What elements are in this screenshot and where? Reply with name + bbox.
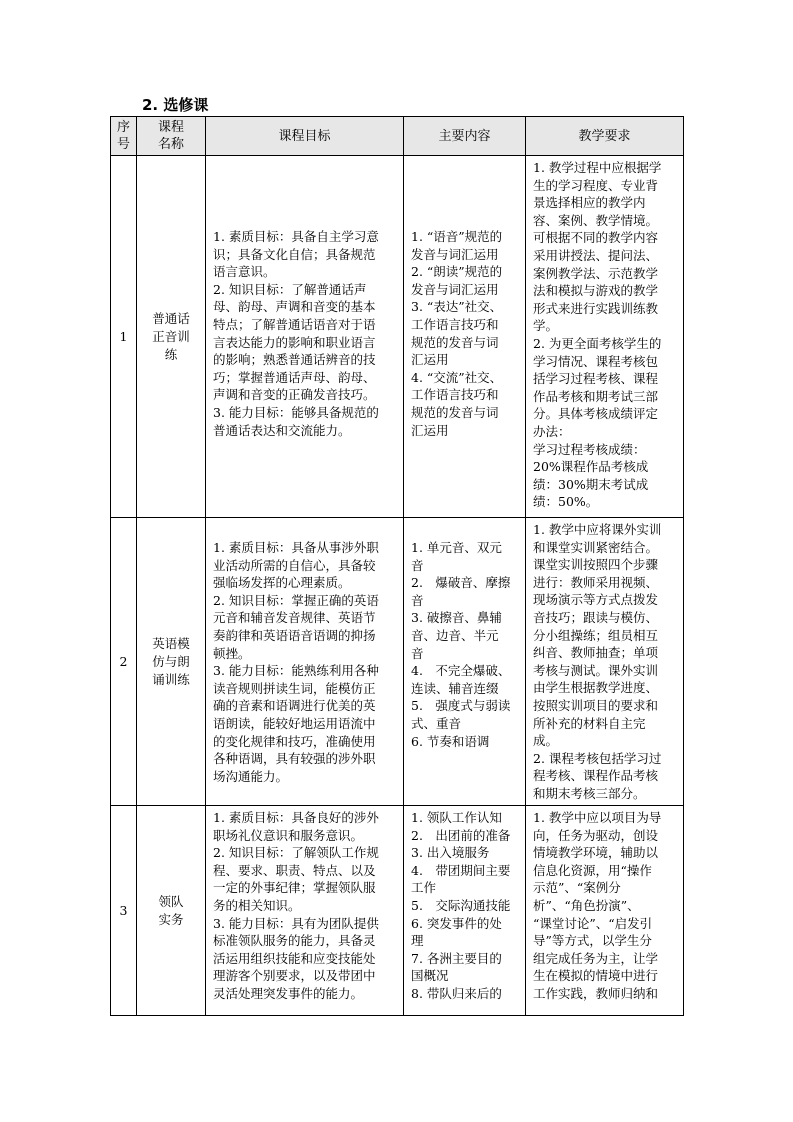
main-content-line: 工作语言技巧和 <box>411 316 499 332</box>
header-course-goals: 课程目标 <box>206 117 404 156</box>
main-content-line: 发音与词汇运用 <box>411 281 499 297</box>
main-content-line: 2. 爆破音、摩擦 <box>411 575 511 591</box>
main-content-line: 规范的发音与词 <box>411 334 499 350</box>
teaching-requirements-line: 现场演示等方式点拨发 <box>533 592 659 608</box>
teaching-requirements-line: 1. 教学中应将课外实训 <box>533 522 662 537</box>
course-goals-line: 的变化规律和技巧，准确使用 <box>213 733 376 749</box>
teaching-requirements-line: 2. 课程考核包括学习过 <box>533 750 662 766</box>
course-name-line: 领队 <box>158 893 184 909</box>
main-content-line: 3. “表达”社交、 <box>411 299 503 315</box>
teaching-requirements-line: 和课堂实训紧密结合。 <box>533 539 659 555</box>
course-goals-line: 特点；了解普通话语音对于语 <box>213 316 376 332</box>
teaching-requirements-line: 容、案例、教学情境。 <box>533 212 659 228</box>
course-name-line: 英语模 <box>152 635 190 651</box>
teaching-requirements-line: 信息化资源，用“操作 <box>533 862 652 878</box>
teaching-requirements-line: 2. 为更全面考核学生的 <box>533 335 662 351</box>
course-goals-line: 程、要求、职责、特点、以及 <box>213 862 376 878</box>
teaching-requirements-line: 析”、“角色扮演”、 <box>533 897 640 913</box>
course-goals-line: 各种语调，具有较强的涉外职 <box>213 751 376 767</box>
main-content-line: 音 <box>411 557 424 573</box>
teaching-requirements-line: 作品考核和期考试三部 <box>533 388 659 404</box>
table-row <box>111 806 684 1016</box>
teaching-requirements-cell <box>526 156 684 518</box>
teaching-requirements-line: 景选择相应的教学内 <box>533 195 646 211</box>
teaching-requirements-line: 按照实训项目的要求和 <box>533 697 659 713</box>
course-goals-line: 1. 素质目标：具备良好的涉外 <box>213 810 379 825</box>
course-name <box>137 518 206 806</box>
main-content-line: 音 <box>411 645 424 661</box>
course-name-line: 练 <box>164 346 178 362</box>
course-goals-line: 一定的外事纪律；掌握领队服 <box>213 880 376 896</box>
main-content-line: 1. “语音”规范的 <box>411 229 503 244</box>
course-goals-line: 语言意识。 <box>213 264 276 280</box>
course-goals-line: 言表达能力的影响和职业语言 <box>213 334 376 350</box>
course-goals-line: 母、韵母、声调和音变的基本 <box>213 299 376 315</box>
course-name-line: 正音训 <box>152 328 190 344</box>
course-goals-line: 1. 素质目标：具备自主学习意 <box>213 229 379 244</box>
course-name <box>137 156 206 518</box>
header-course-name: 课程 名称 <box>137 117 206 156</box>
course-goals-line: 确的音素和语调进行优美的英 <box>213 698 376 714</box>
teaching-requirements-line: 由学生根据教学进度、 <box>533 680 659 696</box>
teaching-requirements-line: 程考核、课程作品考核 <box>533 768 659 784</box>
main-content-line: 1. 领队工作认知 <box>411 810 502 825</box>
main-content-line: 2. 出团前的准备 <box>411 827 511 843</box>
teaching-requirements-line: 向，任务为驱动，创设 <box>533 827 659 843</box>
teaching-requirements-line: 分。具体考核成绩评定 <box>533 406 659 422</box>
course-name-line: 诵训练 <box>152 671 190 687</box>
main-content-line: 4. 带团期间主要 <box>411 862 511 878</box>
teaching-requirements-line: 工作实践，教师归纳和 <box>533 985 659 1001</box>
main-content-line: 5. 交际沟通技能 <box>411 897 511 913</box>
course-goals-line: 的影响；熟悉普通话辨音的技 <box>213 352 376 368</box>
teaching-requirements-line: 分小组操练；组员相互 <box>533 627 659 643</box>
main-content-line: 2. “朗读”规范的 <box>411 264 503 280</box>
main-content-line: 工作语言技巧和 <box>411 387 499 403</box>
teaching-requirements-line: 进行：教师采用视频、 <box>533 574 659 590</box>
teaching-requirements-line: 20%课程作品考核成 <box>533 459 649 475</box>
course-goals-line: 1. 素质目标：具备从事涉外职 <box>213 540 379 555</box>
main-content-line: 音 <box>411 592 424 608</box>
course-goals-line: 业活动所需的自信心，具备较 <box>213 557 376 573</box>
section-heading: 2. 选修课 <box>142 96 209 114</box>
table-row <box>111 518 684 806</box>
teaching-requirements-line: 办法： <box>533 423 571 439</box>
course-goals-line: 读音规则拼读生词，能模仿正 <box>213 680 376 696</box>
teaching-requirements-line: 生在模拟的情境中进行 <box>533 968 659 984</box>
course-name-line: 普通话 <box>152 310 190 326</box>
main-content-line: 8. 带队归来后的 <box>411 985 502 1001</box>
teaching-requirements-line: 考核与测试。课外实训 <box>533 662 659 678</box>
main-content-cell <box>404 518 526 806</box>
teaching-requirements-line: “课堂讨论”、“启发引 <box>533 915 653 931</box>
teaching-requirements-line: 形式来进行实践训练教 <box>533 300 659 316</box>
course-goals-line: 3. 能力目标：具有为团队提供 <box>213 915 379 931</box>
teaching-requirements-line: 1. 教学过程中应根据学 <box>533 160 662 175</box>
teaching-requirements-line: 和期末考核三部分。 <box>533 785 646 801</box>
course-goals-line: 2. 知识目标：了解领队工作规 <box>213 845 379 861</box>
main-content-line: 音、边音、半元 <box>411 627 499 643</box>
course-goals-line: 2. 知识目标：掌握正确的英语 <box>213 592 379 608</box>
teaching-requirements-line: 组完成任务为主，让学 <box>533 950 659 966</box>
teaching-requirements-line: 案例教学法、示范教学 <box>533 265 659 281</box>
row-index: 1 <box>111 156 137 518</box>
main-content-line: 式、重音 <box>411 715 462 731</box>
course-goals-line: 识；具备文化自信；具备规范 <box>213 246 376 262</box>
course-goals-line: 3. 能力目标：能熟练利用各种 <box>213 663 379 679</box>
course-goals-line: 普通话表达和交流能力。 <box>213 422 351 438</box>
teaching-requirements-line: 课堂实训按照四个步骤 <box>533 557 659 573</box>
course-goals-cell <box>206 806 404 1016</box>
course-name <box>137 806 206 1016</box>
main-content-line: 理 <box>411 933 424 949</box>
teaching-requirements-line: 所补充的材料自主完 <box>533 715 646 731</box>
main-content-line: 连读、辅音连缀 <box>411 680 499 696</box>
row-index: 3 <box>111 806 137 1016</box>
main-content-line: 4. “交流”社交、 <box>411 369 503 385</box>
course-goals-line: 职场礼仪意识和服务意识。 <box>213 827 364 843</box>
main-content-line: 发音与词汇运用 <box>411 246 499 262</box>
main-content-line: 1. 单元音、双元 <box>411 540 502 555</box>
course-goals-line: 巧；掌握普通话声母、韵母、 <box>213 369 376 385</box>
table-row <box>111 156 684 518</box>
course-goals-line: 顿挫。 <box>213 645 251 661</box>
teaching-requirements-line: 情境教学环境，辅助以 <box>533 845 659 861</box>
header-main-content: 主要内容 <box>404 117 526 156</box>
table-header-row <box>111 117 684 156</box>
main-content-line: 4. 不完全爆破、 <box>411 663 511 679</box>
elective-course-table <box>110 116 684 1016</box>
course-goals-line: 声调和音变的正确发音技巧。 <box>213 387 376 403</box>
teaching-requirements-line: 采用讲授法、提问法、 <box>533 247 659 263</box>
main-content-line: 汇运用 <box>411 422 449 438</box>
course-goals-line: 务的相关知识。 <box>213 897 301 913</box>
course-goals-line: 强临场发挥的心理素质。 <box>213 575 351 591</box>
course-name-line: 实务 <box>158 911 184 927</box>
main-content-line: 3. 出入境服务 <box>411 845 490 861</box>
teaching-requirements-cell <box>526 518 684 806</box>
course-goals-line: 理游客个别要求，以及带团中 <box>213 968 376 984</box>
course-goals-line: 奏韵律和英语语音语调的抑扬 <box>213 627 376 643</box>
course-goals-line: 2. 知识目标：了解普通话声 <box>213 281 367 297</box>
course-goals-line: 灵活处理突发事件的能力。 <box>213 985 364 1001</box>
course-goals-line: 活运用组织技能和应变技能处 <box>213 950 376 966</box>
main-content-line: 国概况 <box>411 968 449 984</box>
main-content-cell <box>404 156 526 518</box>
teaching-requirements-line: 1. 教学中应以项目为导 <box>533 810 662 825</box>
main-content-line: 规范的发音与词 <box>411 404 499 420</box>
teaching-requirements-line: 纠音、教师抽查；单项 <box>533 645 659 661</box>
teaching-requirements-line: 导”等方式，以学生分 <box>533 933 652 949</box>
main-content-cell <box>404 806 526 1016</box>
main-content-line: 3. 破擦音、鼻辅 <box>411 610 502 626</box>
course-goals-line: 标准领队服务的能力，具备灵 <box>213 933 376 949</box>
teaching-requirements-line: 绩：30%期末考试成 <box>533 476 649 492</box>
teaching-requirements-line: 可根据不同的教学内容 <box>533 230 659 246</box>
course-goals-cell <box>206 156 404 518</box>
teaching-requirements-line: 法和模拟与游戏的教学 <box>533 283 659 299</box>
teaching-requirements-line: 成。 <box>533 733 559 749</box>
teaching-requirements-line: 音技巧；跟读与模仿、 <box>533 609 659 625</box>
main-content-line: 工作 <box>411 880 437 896</box>
header-index: 序 号 <box>111 117 137 156</box>
course-goals-line: 语朗读，能较好地运用语流中 <box>213 715 376 731</box>
main-content-line: 6. 节奏和语调 <box>411 733 490 749</box>
course-name-line: 仿与朗 <box>152 653 190 669</box>
teaching-requirements-cell <box>526 806 684 1016</box>
header-teaching-requirements: 教学要求 <box>526 117 684 156</box>
teaching-requirements-line: 括学习过程考核、课程 <box>533 371 659 387</box>
teaching-requirements-line: 绩：50%。 <box>533 494 599 510</box>
teaching-requirements-line: 生的学习程度、专业背 <box>533 177 659 193</box>
course-goals-line: 场沟通能力。 <box>213 768 289 784</box>
teaching-requirements-line: 学习情况、课程考核包 <box>533 353 659 369</box>
main-content-line: 5. 强度式与弱读 <box>411 698 511 714</box>
course-goals-line: 3. 能力目标：能够具备规范的 <box>213 404 379 420</box>
teaching-requirements-line: 学习过程考核成绩： <box>533 441 646 457</box>
teaching-requirements-line: 学。 <box>533 318 559 334</box>
teaching-requirements-line: 示范”、“案例分 <box>533 880 621 896</box>
course-goals-cell <box>206 518 404 806</box>
row-index: 2 <box>111 518 137 806</box>
course-goals-line: 元音和辅音发音规律、英语节 <box>213 610 376 626</box>
main-content-line: 6. 突发事件的处 <box>411 915 502 931</box>
main-content-line: 汇运用 <box>411 352 449 368</box>
main-content-line: 7. 各洲主要目的 <box>411 950 502 966</box>
